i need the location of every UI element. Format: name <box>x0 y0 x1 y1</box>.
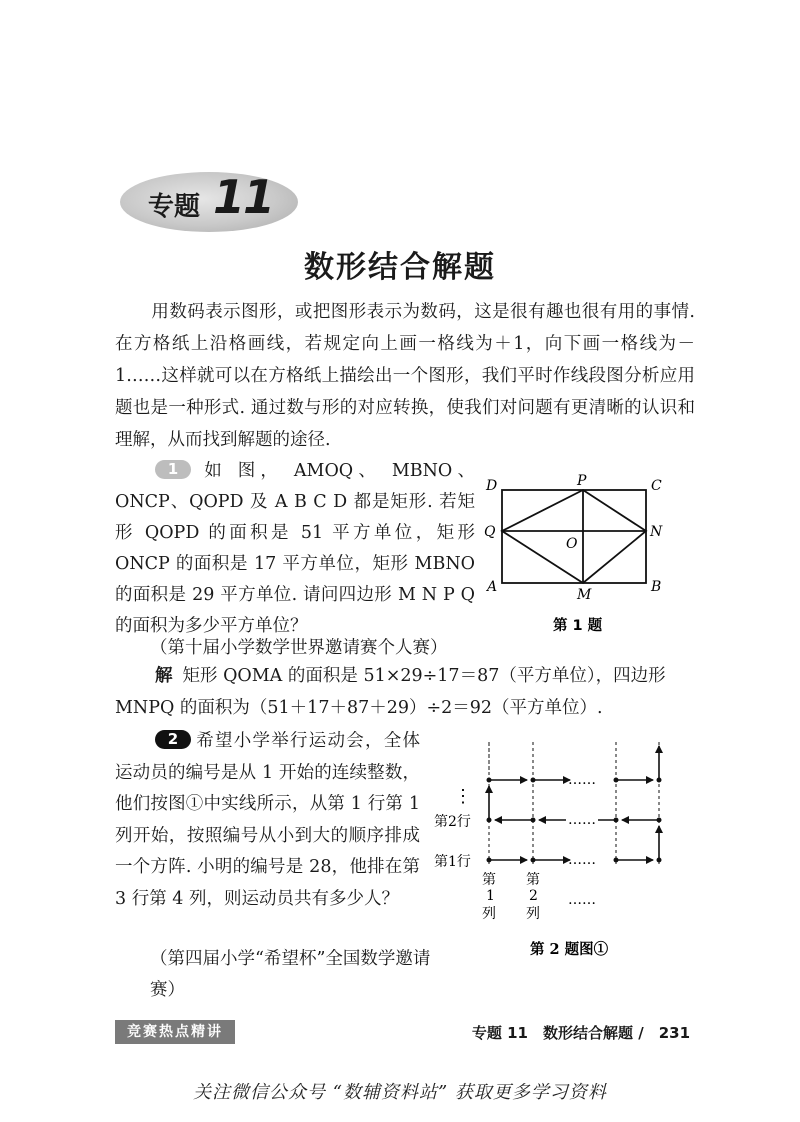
col-1-label-a: 第 <box>482 872 496 888</box>
col-2-label-b: 2 <box>529 888 538 904</box>
figure-2 <box>430 742 680 962</box>
watermark-text: 关注微信公众号 “数辅资料站” 获取更多学习资料 <box>193 1082 607 1103</box>
label-c: C <box>651 478 662 494</box>
col-1-label-c: 列 <box>482 906 496 922</box>
topic-label: 专题 <box>148 192 201 222</box>
intro-paragraph <box>115 296 695 456</box>
col-2-label-a: 第 <box>526 872 540 888</box>
col-1-label-b: 1 <box>486 888 495 904</box>
solution-label: 解 <box>155 666 173 686</box>
label-a: A <box>487 579 498 595</box>
dots-row1: …… <box>568 852 596 868</box>
solution-1-text: 矩形 QOMA 的面积是 51×29÷17＝87（平方单位），四边形 MNPQ 的面积为（51＋17＋87＋29）÷2＝92（平方单位）. <box>115 666 666 718</box>
label-n: N <box>650 524 663 540</box>
footer-section-tag: 竞赛热点精讲 <box>115 1020 235 1044</box>
page-title: 数形结合解题 <box>304 250 496 285</box>
snake-path <box>489 742 659 860</box>
label-b: B <box>651 579 662 595</box>
problem-1-text: 如 图， AMOQ、 MBNO、 ONCP、QOPD 及 A B C D 都是矩形. 若矩形 QOPD 的面积是 51 平方单位，矩形 ONCP 的面积是 17 平方单位，矩形 MBNO 的面积是 29 平方单位. 请问四边形 M N P Q 的面积为多少平方单位？ <box>115 461 475 636</box>
problem-1 <box>115 456 475 642</box>
label-m: M <box>577 587 592 603</box>
label-d: D <box>486 478 498 494</box>
figure-2-caption: 第 2 题图① <box>530 941 609 958</box>
dots-row2: …… <box>568 812 596 828</box>
figure-1 <box>480 470 680 640</box>
topic-number: 11 <box>213 170 274 224</box>
col-2-label-c: 列 <box>526 906 540 922</box>
dots-row3: …… <box>568 772 596 788</box>
dots-cols: …… <box>568 892 596 908</box>
label-p: P <box>577 473 587 489</box>
problem-1-source: （第十届小学数学世界邀请赛个人赛） <box>150 638 448 658</box>
problem-1-badge: 1 <box>155 460 191 479</box>
figure-1-caption: 第 1 题 <box>553 618 603 634</box>
row-1-label: 第1行 <box>434 854 471 870</box>
label-o: O <box>566 536 578 552</box>
dashed-grid <box>489 742 659 864</box>
footer-page-info: 专题 11 数形结合解题 / 231 <box>471 1024 690 1042</box>
problem-2 <box>115 726 420 915</box>
intro-text: 用数码表示图形，或把图形表示为数码，这是很有趣也很有用的事情. 在方格纸上沿格画线，若规定向上画一格线为＋1，向下画一格线为－1……这样就可以在方格纸上描绘出一个图形，我们平时作线段图分析应用题也是一种形式. 通过数与形的对应转换，使我们对问题有更清晰的认识和理解，从而找到解题的途径. <box>115 302 695 450</box>
row-2-label: 第2行 <box>434 814 471 830</box>
vertical-dots: ⋮ <box>454 786 472 807</box>
problem-2-badge: 2 <box>155 730 191 749</box>
problem-2-text: 希望小学举行运动会，全体运动员的编号是从 1 开始的连续整数，他们按图①中实线所示，从第 1 行第 1 列开始，按照编号从小到大的顺序排成一个方阵. 小明的编号是 28，他排在第 3 行第 4 列，则运动员共有多少人？ <box>115 731 420 909</box>
problem-2-source: （第四届小学“希望杯”全国数学邀请赛） <box>150 949 431 1000</box>
label-q: Q <box>484 524 496 540</box>
solution-1 <box>115 660 695 724</box>
